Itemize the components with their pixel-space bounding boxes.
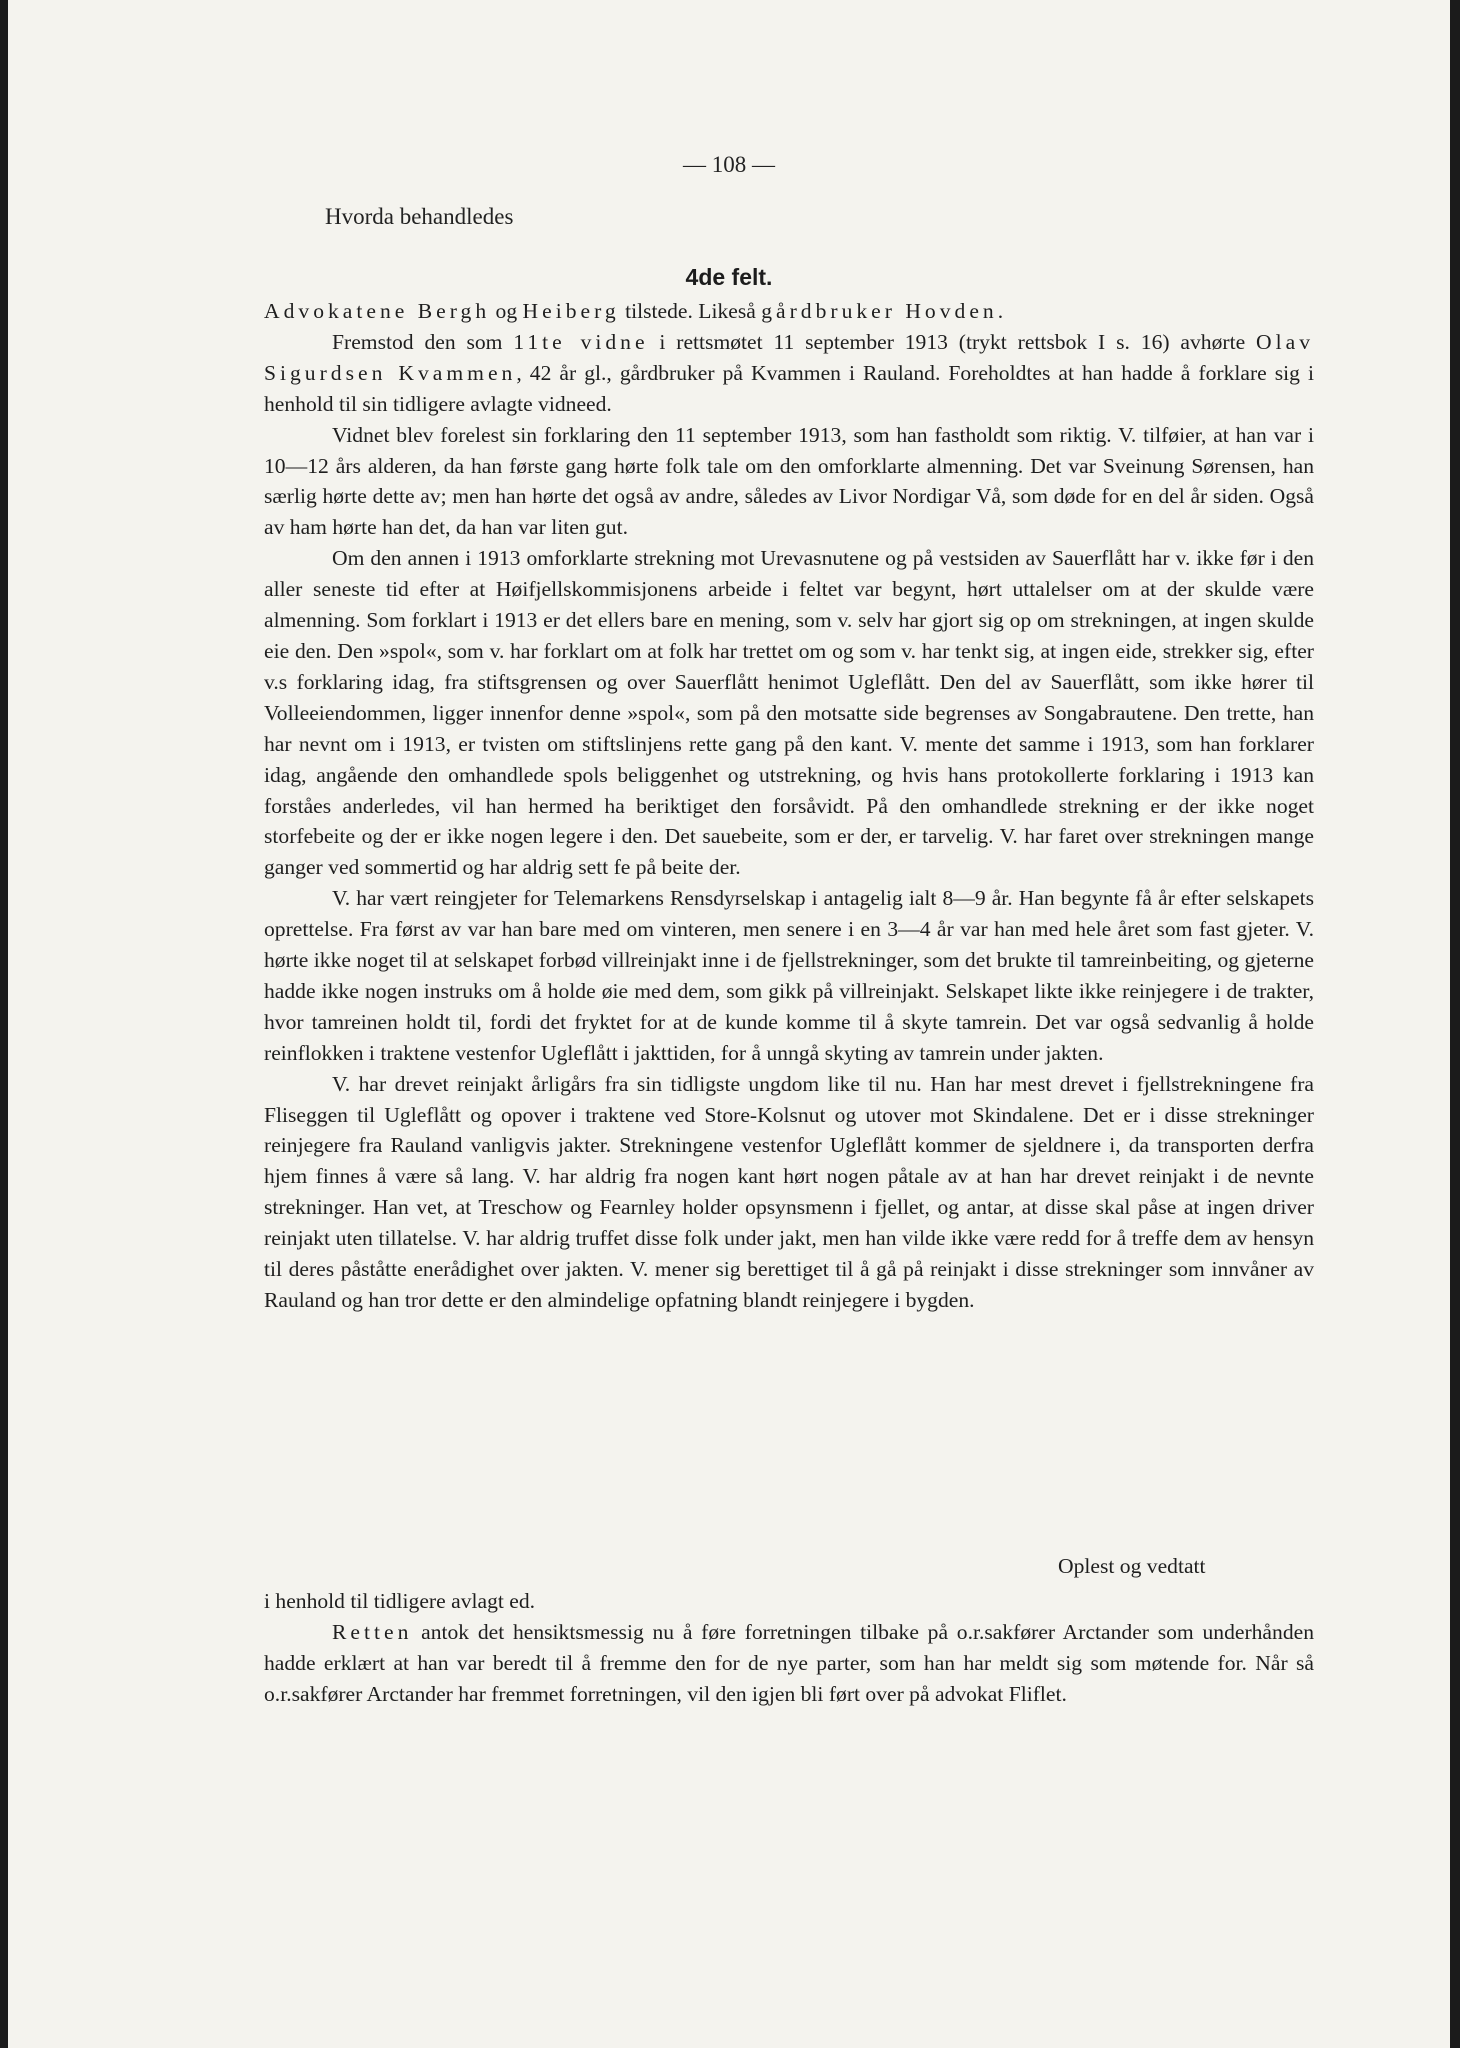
- text-run: Vidnet blev forelest sin forklaring den 11 september 1913, som han fastholdt som riktig. V. tilføier, at han var i 10—12 års alderen, da han første gang hørte folk tale om den omforklarte almenning. Det var Sveinung Sørensen, han særlig hørte dette av; men han hørte det også av andre, således av Livor Nordigar Vå, som døde for en del år siden. Også av ham hørte han det, da han var liten gut.: [264, 422, 1314, 540]
- signoff-line: Oplest og vedtatt: [1058, 1554, 1206, 1578]
- spaced-name: Retten: [332, 1619, 413, 1644]
- text-run: tilstede. Likeså: [619, 299, 762, 323]
- paragraph: [264, 1617, 1314, 1710]
- text-run: i henhold til tidligere avlagt ed.: [264, 1589, 536, 1613]
- text-run: Om den annen i 1913 omforklarte strekning mot Urevasnutene og på vestsiden av Sauerflått har v. ikke før i den aller seneste tid efter at Høifjellskommisjonens arbeide i feltet var begynt, hørt uttalelser om at der skulde være almenning. Som forklart i 1913 er det ellers bare en mening, som v. selv har gjort sig op om strekningen, at ingen skulde eie den. Den »spol«, som v. har forklart om at folk har trettet om og som v. har tenkt sig, at ingen eide, strekker sig, efter v.s forklaring idag, fra stiftsgrensen og over Sauerflått henimot Ugleflått. Den del av Sauerflått, som ikke hører til Volleeiendommen, ligger innenfor denne »spol«, som på den motsatte side begrenses av Songabrautene. Den trette, han har nevnt om i 1913, er tvisten om stiftslinjens rette gang på den kant. V. mente det samme i 1913, som han forklarer idag, angående den omhandlede spols beliggenhet og utstrekning, og hvis hans protokollerte forklaring i 1913 kan forståes anderledes, vil han hermed ha beriktiget den forsåvidt. På den omhandlede strekning er der ikke noget storfebeite og der er ikke nogen legere i den. Det sauebeite, som er der, er tarvelig. V. har faret over strekningen mange ganger ved sommertid og har aldrig sett fe på beite der.: [264, 546, 1314, 880]
- paragraph: [264, 543, 1314, 883]
- running-heading: Hvorda behandledes: [325, 204, 514, 229]
- body-text: [264, 296, 1314, 1316]
- paragraph: [264, 296, 1314, 327]
- text-run: V. har drevet reinjakt årligårs fra sin tidligste ungdom like til nu. Han har mest drevet i fjellstrekningene fra Fliseggen til Ugleflått og opover i traktene ved Store-Kolsnut og utover mot Skindalene. Det er i disse strekninger reinjegere fra Rauland vanligvis jakter. Strekningene vestenfor Ugleflått kommer de sjeldnere i, da transporten derfra hjem finnes å være så lang. V. har aldrig fra nogen kant hørt nogen påtale av at han har drevet reinjakt i de nevnte strekninger. Han vet, at Treschow og Fearnley holder opsynsmenn i fjellet, og antar, at disse skal påse at ingen driver reinjakt uten tillatelse. V. har aldrig truffet disse folk under jakt, men han vilde ikke være redd for å treffe dem av hensyn til deres påståtte enerådighet over jakten. V. mener sig berettiget til å gå på reinjakt i disse strekninger som innvåner av Rauland og han tror dette er den almindelige opfatning blandt reinjegere i bygden.: [264, 1071, 1314, 1312]
- spaced-name: gårdbruker Hovden.: [761, 299, 1008, 323]
- text-run: antok det hensiktsmessig nu å føre forretningen tilbake på o.r.sakfører Arctander som underhånden hadde erklært at han var beredt til å fremme den for de nye parter, som han har meldt sig som møtende for. Når så o.r.sakfører Arctander har fremmet forretningen, vil den igjen bli ført over på advokat Fliflet.: [264, 1619, 1314, 1706]
- closing-text: [264, 1586, 1314, 1710]
- paragraph: [264, 420, 1314, 544]
- page-number: — 108 —: [683, 152, 775, 177]
- spaced-name: Advokatene Bergh: [264, 299, 491, 323]
- document-page: [8, 0, 1450, 2048]
- spaced-name: 11te vidne: [513, 329, 649, 354]
- paragraph: [264, 1069, 1314, 1316]
- section-title: 4de felt.: [685, 264, 773, 290]
- paragraph: [264, 327, 1314, 420]
- spaced-name: Olav Sigurdsen Kvammen: [264, 329, 1315, 385]
- text-run: og: [490, 299, 523, 323]
- text-run: V. har vært reingjeter for Telemarkens Rensdyrselskap i antagelig ialt 8—9 år. Han begynte få år efter selskapets oprettelse. Fra først av var han bare med om vinteren, men senere i en 3—4 år var han med hele året som fast gjeter. V. hørte ikke noget til at selskapet forbød villreinjakt inne i de fjellstrekninger, som det brukte til tamreinbeiting, og gjeterne hadde ikke nogen instruks om å holde øie med dem, som gikk på villreinjakt. Selskapet likte ikke reinjegere i de trakter, hvor tamreinen holdt til, fordi det fryktet for at de kunde komme til å skyte tamrein. Det var også sedvanlig å holde reinflokken i traktene vestenfor Ugleflått i jakttiden, for å unngå skyting av tamrein under jakten.: [264, 886, 1314, 1065]
- paragraph: [264, 883, 1314, 1068]
- paragraph: [264, 1586, 1314, 1617]
- spaced-name: Heiberg: [522, 299, 620, 323]
- text-run: i rettsmøtet 11 september 1913 (trykt rettsbok I s. 16) avhørte: [648, 329, 1257, 354]
- text-run: Fremstod den som: [332, 329, 514, 354]
- text-run: , 42 år gl., gårdbruker på Kvammen i Rauland. Foreholdtes at han hadde å forklare sig i henhold til sin tidligere avlagte vidneed.: [264, 360, 1314, 416]
